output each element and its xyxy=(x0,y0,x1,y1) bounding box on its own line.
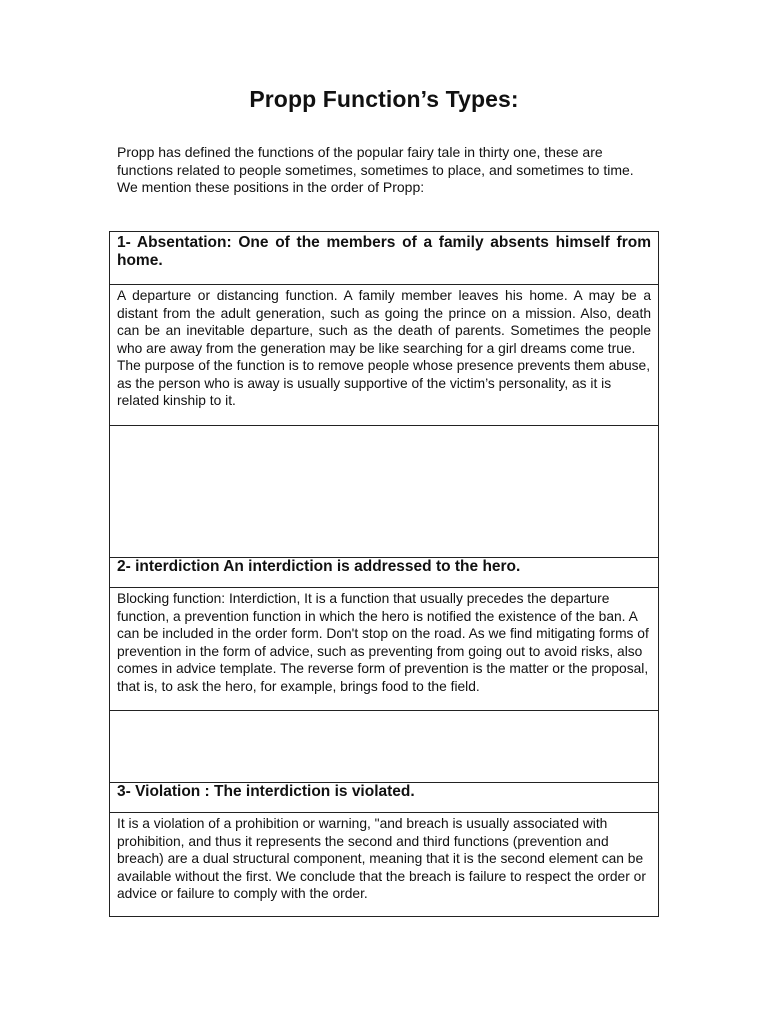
table-row xyxy=(110,588,659,711)
table-row xyxy=(110,711,659,783)
table-row xyxy=(110,232,659,285)
function-1-description xyxy=(110,285,659,426)
function-3-description xyxy=(110,813,659,917)
intro-text xyxy=(117,144,647,197)
propp-functions-table xyxy=(109,231,659,917)
function-1-heading: 1- Absentation: One of the members of a family absents himself from home. xyxy=(110,232,659,285)
intro-paragraph: Propp has defined the functions of the popular fairy tale in thirty one, these are functions related to people sometimes, sometimes to place, and sometimes to time. xyxy=(117,144,634,178)
function-2-description xyxy=(110,588,659,711)
table-row xyxy=(110,285,659,426)
table-row xyxy=(110,558,659,588)
page-title: Propp Function’s Types: xyxy=(249,86,519,112)
function-3-heading: 3- Violation : The interdiction is violated. xyxy=(110,783,659,813)
function-1-paragraph: A departure or distancing function. A family member leaves his home. A may be a distant from the adult generation, such as going the prince on a mission. Also, death can be an inevitable departure, such as the death of parents. Sometimes the people who are away from the generation may be like searching for a girl dreams come true. xyxy=(117,288,651,356)
function-2-paragraph: Blocking function: Interdiction, It is a function that usually precedes the departure function, a prevention function in which the hero is notified the existence of the ban. A can be included in the order form. Don't stop on the road. As we find mitigating forms of prevention in the form of advice, such as preventing from going out to avoid risks, also comes in advice template. The reverse form of prevention is the matter or the proposal, that is, to ask the hero, for example, brings food to the field. xyxy=(117,591,649,694)
table-row xyxy=(110,426,659,558)
blank-cell xyxy=(110,426,659,558)
table-row xyxy=(110,783,659,813)
table-row xyxy=(110,813,659,917)
function-1-paragraph: The purpose of the function is to remove people whose presence prevents them abuse, as the person who is away is usually supportive of the victim’s personality, as it is related kinship to it. xyxy=(117,358,651,408)
function-3-paragraph: It is a violation of a prohibition or warning, "and breach is usually associated with prohibition, and thus it represents the second and third functions (prevention and breach) are a dual structural component, meaning that it is the second element can be available without the first. We conclude that the breach is failure to respect the order or advice or failure to comply with the order. xyxy=(117,816,646,901)
function-2-heading: 2- interdiction An interdiction is addressed to the hero. xyxy=(110,558,659,588)
intro-paragraph: We mention these positions in the order of Propp: xyxy=(117,179,425,195)
blank-cell xyxy=(110,711,659,783)
